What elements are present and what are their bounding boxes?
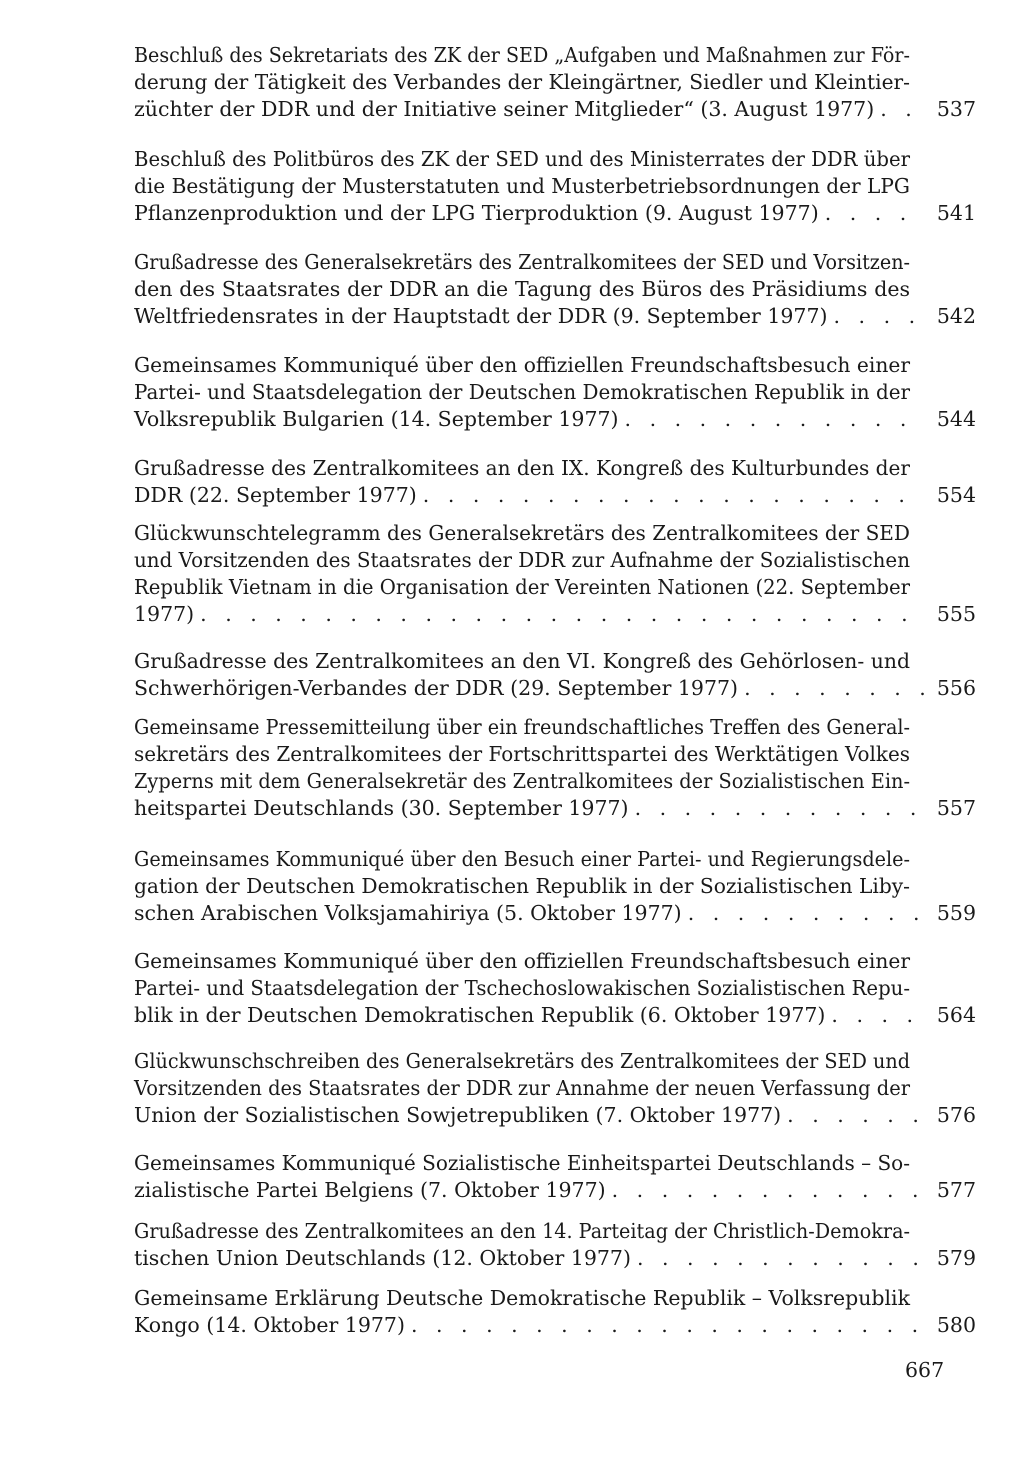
entry-line: derung der Tätigkeit des Verbandes der Kleingärtner, Siedler und Kleintier-	[134, 70, 910, 94]
entry-title-end: 1977)	[134, 602, 195, 626]
entry-line: die Bestätigung der Musterstatuten und Musterbetriebsordnungen der LPG	[134, 174, 910, 198]
entry-last-line	[134, 406, 976, 433]
entry-page-number: 557	[936, 796, 976, 820]
leader-dots	[625, 406, 924, 433]
entry-line: Grußadresse des Zentralkomitees an den 14. Parteitag der Christlich-Demokra-	[134, 1219, 910, 1243]
entry-title-end: heitspartei Deutschlands (30. September 1977)	[134, 796, 629, 820]
toc-entry	[134, 1218, 976, 1272]
entry-line: Grußadresse des Generalsekretärs des Zentralkomitees der SED und Vorsitzen-	[134, 250, 910, 274]
entry-title-end: zialistische Partei Belgiens (7. Oktober 1977)	[134, 1178, 606, 1202]
entry-page-number: 541	[936, 201, 976, 225]
entry-line: Gemeinsame Erklärung Deutsche Demokratische Republik – Volksrepublik	[134, 1286, 910, 1310]
toc-entry	[134, 1285, 976, 1339]
entry-title-end: Volksrepublik Bulgarien (14. September 1977)	[134, 407, 619, 431]
entry-line: Gemeinsames Kommuniqué über den offiziellen Freundschaftsbesuch einer	[134, 949, 910, 973]
entry-title-end: Schwerhörigen-Verbandes der DDR (29. September 1977)	[134, 676, 739, 700]
entry-page-number: 555	[936, 602, 976, 626]
entry-last-line	[134, 601, 976, 628]
toc-entry	[134, 520, 976, 628]
entry-line: Republik Vietnam in die Organisation der Vereinten Nationen (22. September	[134, 575, 910, 599]
toc-entry	[134, 249, 976, 330]
toc-entry	[134, 146, 976, 227]
entry-last-line	[134, 1177, 976, 1204]
entry-page-number: 564	[936, 1003, 976, 1027]
leader-dots	[834, 303, 925, 330]
entry-page-number: 576	[936, 1103, 976, 1127]
leader-dots	[637, 1245, 924, 1272]
entry-title-end: blik in der Deutschen Demokratischen Republik (6. Oktober 1977)	[134, 1003, 826, 1027]
entry-title-end: DDR (22. September 1977)	[134, 483, 417, 507]
page-number: 667	[905, 1358, 945, 1382]
toc-entry	[134, 455, 976, 509]
entry-page-number: 544	[936, 407, 976, 431]
entry-last-line	[134, 200, 976, 227]
entry-last-line	[134, 482, 976, 509]
entry-title-end: Pflanzenproduktion und der LPG Tierproduktion (9. August 1977)	[134, 201, 819, 225]
leader-dots	[612, 1177, 924, 1204]
leader-dots	[200, 601, 924, 628]
entry-title-end: Union der Sozialistischen Sowjetrepubliken (7. Oktober 1977)	[134, 1103, 782, 1127]
entry-line: Gemeinsames Kommuniqué über den offiziellen Freundschaftsbesuch einer	[134, 353, 910, 377]
entry-page-number: 580	[936, 1313, 976, 1337]
leader-dots	[411, 1312, 924, 1339]
entry-last-line	[134, 1312, 976, 1339]
leader-dots	[831, 1002, 924, 1029]
entry-line: Gemeinsame Pressemitteilung über ein freundschaftliches Treffen des General-	[134, 715, 910, 739]
entry-line: Beschluß des Politbüros des ZK der SED und des Ministerrates der DDR über	[134, 147, 910, 171]
entry-last-line	[134, 1102, 976, 1129]
entry-line: Gemeinsames Kommuniqué Sozialistische Einheitspartei Deutschlands – So-	[134, 1151, 910, 1175]
leader-dots	[880, 96, 924, 123]
entry-last-line	[134, 303, 976, 330]
entry-line: Zyperns mit dem Generalsekretär des Zentralkomitees der Sozialistischen Ein-	[134, 769, 910, 793]
toc-entry	[134, 948, 976, 1029]
entry-line: Grußadresse des Zentralkomitees an den VI. Kongreß des Gehörlosen- und	[134, 649, 910, 673]
toc-entry	[134, 1150, 976, 1204]
entry-line: Partei- und Staatsdelegation der Deutschen Demokratischen Republik in der	[134, 380, 910, 404]
entry-line: Glückwunschschreiben des Generalsekretärs des Zentralkomitees der SED und	[134, 1049, 910, 1073]
toc-entry	[134, 846, 976, 927]
toc-entry	[134, 352, 976, 433]
entry-line: und Vorsitzenden des Staatsrates der DDR zur Aufnahme der Sozialistischen	[134, 548, 910, 572]
entry-title-end: züchter der DDR und der Initiative seiner Mitglieder“ (3. August 1977)	[134, 97, 875, 121]
toc-entry	[134, 42, 976, 123]
entry-line: Grußadresse des Zentralkomitees an den IX. Kongreß des Kulturbundes der	[134, 456, 910, 480]
entry-line: Vorsitzenden des Staatsrates der DDR zur Annahme der neuen Verfassung der	[134, 1076, 910, 1100]
leader-dots	[688, 900, 924, 927]
entry-page-number: 559	[936, 901, 976, 925]
entry-title-end: Kongo (14. Oktober 1977)	[134, 1313, 405, 1337]
entry-page-number: 537	[936, 97, 976, 121]
entry-title-end: tischen Union Deutschlands (12. Oktober 1977)	[134, 1246, 631, 1270]
leader-dots	[787, 1102, 924, 1129]
entry-last-line	[134, 96, 976, 123]
leader-dots	[635, 795, 924, 822]
entry-line: den des Staatsrates der DDR an die Tagung des Büros des Präsidiums des	[134, 277, 910, 301]
entry-last-line	[134, 1245, 976, 1272]
entry-title-end: schen Arabischen Volksjamahiriya (5. Oktober 1977)	[134, 901, 682, 925]
entry-line: sekretärs des Zentralkomitees der Fortschrittspartei des Werktätigen Volkes	[134, 742, 910, 766]
entry-last-line	[134, 675, 976, 702]
entry-page-number: 542	[936, 304, 976, 328]
entry-last-line	[134, 795, 976, 822]
leader-dots	[423, 482, 924, 509]
entry-page-number: 577	[936, 1178, 976, 1202]
entry-last-line	[134, 1002, 976, 1029]
entry-line: Beschluß des Sekretariats des ZK der SED „Aufgaben und Maßnahmen zur För-	[134, 43, 910, 67]
leader-dots	[825, 200, 924, 227]
entry-title-end: Weltfriedensrates in der Hauptstadt der DDR (9. September 1977)	[134, 304, 828, 328]
entry-line: Partei- und Staatsdelegation der Tschechoslowakischen Sozialistischen Repu-	[134, 976, 910, 1000]
entry-page-number: 556	[936, 676, 976, 700]
toc-entry	[134, 714, 976, 822]
entry-page-number: 579	[936, 1246, 976, 1270]
entry-line: Glückwunschtelegramm des Generalsekretärs des Zentralkomitees der SED	[134, 521, 910, 545]
entry-line: Gemeinsames Kommuniqué über den Besuch einer Partei- und Regierungsdele-	[134, 847, 910, 871]
leader-dots	[744, 675, 924, 702]
toc-entry	[134, 1048, 976, 1129]
toc-entry	[134, 648, 976, 702]
entry-page-number: 554	[936, 483, 976, 507]
entry-last-line	[134, 900, 976, 927]
entry-line: gation der Deutschen Demokratischen Republik in der Sozialistischen Liby-	[134, 874, 910, 898]
